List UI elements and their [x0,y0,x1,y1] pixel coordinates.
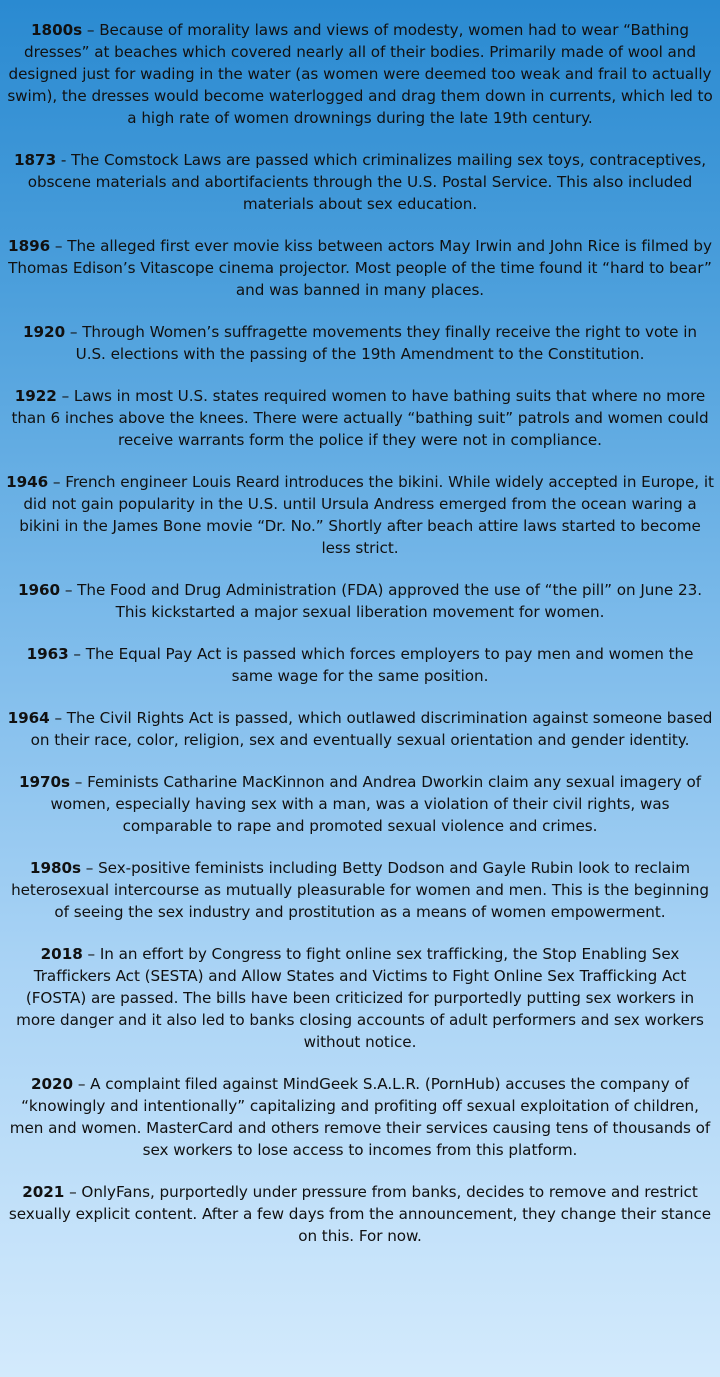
timeline-entry-1922 [6,385,714,451]
entry-year: 1920 [23,323,66,341]
entry-year: 1980s [29,859,81,877]
entry-text: - The Comstock Laws are passed which criminalizes mailing sex toys, contraceptives, obscene materials and abortifacients through the U.S. Postal Service. This also included materials about sex education. [27,151,706,213]
entry-text: – A complaint filed against MindGeek S.A.L.R. (PornHub) accuses the company of “knowingly and intentionally” capitalizing and profiting off sexual exploitation of children, men and women. MasterCard and others remove their services causing tens of thousands of sex workers to lose access to incomes from this platform. [9,1075,711,1159]
entry-year: 1960 [17,581,61,599]
entry-text: – Because of morality laws and views of modesty, women had to wear “Bathing dresses” at beaches which covered nearly all of their bodies. Primarily made of wool and designed just for wading in the water (as women were deemed too weak and frail to actually swim), the dresses would become waterlogged and drag them down in currents, which led to a high rate of women drownings during the late 19th century. [7,21,713,127]
entry-year: 1970s [18,773,71,791]
entry-year: 2021 [22,1183,65,1201]
timeline-entry-1963 [6,643,714,687]
timeline-entry-2020 [6,1073,714,1161]
entry-text: – In an effort by Congress to fight online sex trafficking, the Stop Enabling Sex Traffickers Act (SESTA) and Allow States and Victims to Fight Online Sex Trafficking Act (FOSTA) are passed. The bills have been criticized for purportedly putting sex workers in more danger and it also led to banks closing accounts of adult performers and sex workers without notice. [16,945,704,1051]
entry-year: 1963 [26,645,69,663]
entry-year: 1800s [31,21,83,39]
entry-text: – Sex-positive feminists including Betty Dodson and Gayle Rubin look to reclaim heterosexual intercourse as mutually pleasurable for women and men. This is the beginning of seeing the sex industry and prostitution as a means of women empowerment. [11,859,709,921]
timeline-entry-1896 [6,235,714,301]
entry-text: – OnlyFans, purportedly under pressure from banks, decides to remove and restrict sexually explicit content. After a few days from the announcement, they change their stance on this. For now. [8,1183,712,1245]
entry-text: – Laws in most U.S. states required women to have bathing suits that where no more than 6 inches above the knees. There were actually “bathing suit” patrols and women could receive warrants form the police if they were not in compliance. [11,387,709,449]
entry-text: – The Civil Rights Act is passed, which outlawed discrimination against someone based on their race, color, religion, sex and eventually sexual orientation and gender identity. [30,709,713,749]
entry-text: – Feminists Catharine MacKinnon and Andrea Dworkin claim any sexual imagery of women, especially having sex with a man, was a violation of their civil rights, was comparable to rape and promoted sexual violence and crimes. [50,773,702,835]
timeline-entry-1873 [6,149,714,215]
entry-year: 1964 [7,709,50,727]
entry-year: 1873 [14,151,57,169]
timeline-entry-1980s [6,857,714,923]
timeline-entry-1800s [6,19,714,129]
entry-text: – The Equal Pay Act is passed which forces employers to pay men and women the same wage for the same position. [68,645,694,685]
entry-year: 2020 [31,1075,74,1093]
timeline-entry-1946 [6,471,714,559]
timeline-entry-2018 [6,943,714,1053]
entry-text: – The alleged first ever movie kiss between actors May Irwin and John Rice is filmed by Thomas Edison’s Vitascope cinema projector. Most people of the time found it “hard to bear” and was banned in many places. [8,237,712,299]
timeline-entry-1960 [6,579,714,623]
entry-year: 1896 [8,237,51,255]
entry-text: – French engineer Louis Reard introduces the bikini. While widely accepted in Europe, it did not gain popularity in the U.S. until Ursula Andress emerged from the ocean waring a bikini in the James Bone movie “Dr. No.” Shortly after beach attire laws started to become less strict. [19,473,714,557]
entry-year: 1946 [6,473,49,491]
timeline-entry-1920 [6,321,714,365]
timeline-entry-1970s [6,771,714,837]
entry-text: – Through Women’s suffragette movements they finally receive the right to vote in U.S. elections with the passing of the 19th Amendment to the Constitution. [65,323,697,363]
entry-text: – The Food and Drug Administration (FDA) approved the use of “the pill” on June 23. This kickstarted a major sexual liberation movement for women. [60,581,702,621]
entry-year: 1922 [14,387,57,405]
timeline-entry-1964 [6,707,714,751]
timeline-entry-2021 [6,1181,714,1247]
entry-year: 2018 [40,945,83,963]
